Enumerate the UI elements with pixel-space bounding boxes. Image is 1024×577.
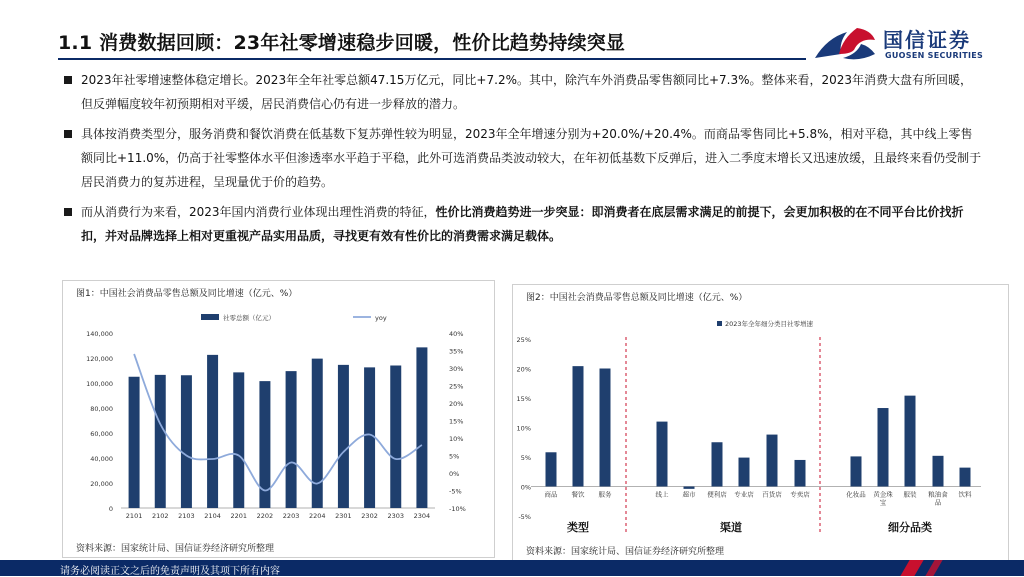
figure2-panel	[512, 284, 1009, 561]
bar-饮料	[960, 468, 971, 487]
footer-disclaimer: 请务必阅读正文之后的免责声明及其项下所有内容	[60, 566, 280, 577]
y-left-tick-label: 140,000	[86, 330, 113, 338]
legend-bar-swatch	[201, 314, 219, 320]
x-tick-label: 2202	[256, 512, 274, 520]
y-right-tick-label: 25%	[449, 382, 464, 391]
legend-bar-label: 社零总额（亿元）	[223, 314, 275, 322]
x-tick-label: 2101	[125, 512, 143, 520]
y-tick-label: 25%	[516, 336, 531, 344]
bar-专业店	[739, 458, 750, 487]
bar-2303	[390, 366, 401, 509]
x-tick-label: 超市	[682, 490, 696, 499]
bar-2103	[181, 375, 192, 508]
x-tick-label: 品	[934, 498, 942, 507]
bullet-item	[64, 68, 984, 116]
y-right-tick-label: 30%	[449, 365, 464, 373]
figure1-caption: 图1：中国社会消费品零售总额及同比增速（亿元、%）	[76, 289, 298, 299]
legend-line-label: yoy	[375, 314, 387, 322]
x-tick-label: 2201	[230, 512, 248, 520]
group-label: 细分品类	[888, 521, 932, 534]
bullet-text: 具体按消费类型分，服务消费和餐饮消费在低基数下复苏弹性较为明显，2023年全年增速分别为+20.0%/+20.4%。而商品零售同比+5.8%，相对平稳，其中线上零售额同比+11.0%，仍高于社零整体水平但渗透率水平趋于平稳，此外可选消费品类波动较大，在年初低基数下反弹后，进入二季度末增长又迅速放缓，且最终来看仍受制于居民消费力的复苏进程，呈现量优于价的趋势。	[81, 127, 982, 189]
bar-专卖店	[795, 460, 806, 487]
bullet-item	[64, 122, 984, 194]
x-tick-label: 2104	[204, 512, 221, 520]
title-underline	[58, 58, 806, 60]
bar-超市	[684, 487, 695, 489]
x-tick-label: 餐饮	[571, 490, 585, 499]
y-left-tick-label: 120,000	[86, 355, 113, 363]
figure1-panel	[62, 280, 495, 558]
figure1-source: 资料来源：国家统计局、国信证券经济研究所整理	[76, 544, 275, 554]
x-tick-label: 2302	[361, 512, 378, 520]
bar-2101	[129, 377, 140, 508]
legend-swatch	[717, 321, 722, 326]
bar-化妆品	[851, 456, 862, 486]
bar-商品	[546, 452, 557, 486]
y-left-tick-label: 100,000	[86, 380, 113, 388]
square-bullet-icon	[64, 76, 72, 84]
y-left-tick-label: 60,000	[90, 430, 113, 438]
x-tick-label: 2203	[282, 512, 300, 520]
footer-red-stripe	[900, 560, 923, 576]
y-tick-label: 10%	[516, 424, 531, 433]
bar-2102	[155, 375, 166, 508]
bar-粮油食品	[933, 456, 944, 487]
x-tick-label: 饮料	[958, 490, 972, 499]
company-logo	[813, 22, 1013, 66]
y-right-tick-label: 35%	[449, 347, 464, 356]
bar-2301	[338, 365, 349, 508]
logo-english-name: GUOSEN SECURITIES	[885, 51, 984, 60]
x-tick-label: 服务	[598, 490, 612, 499]
x-tick-label: 专卖店	[790, 490, 810, 499]
bar-黄金珠宝	[878, 408, 889, 486]
figure2-caption: 图2：中国社会消费品零售总额及同比增速（亿元、%）	[526, 293, 748, 303]
x-tick-label: 线上	[655, 490, 669, 499]
x-tick-label: 粮油食	[928, 490, 948, 499]
bar-百货店	[767, 435, 778, 487]
bar-餐饮	[573, 366, 584, 486]
x-tick-label: 百货店	[762, 490, 782, 499]
legend-label: 2023年全年细分类目社零增速	[725, 320, 814, 328]
y-right-tick-label: 5%	[449, 452, 460, 461]
bullet-bold-text: 性价比消费趋势进一步突显：即消费者在底层需求满足的前提下，会更加积极的在不同平台比价找折扣，并对品牌选择上相对更重视产品实用品质，寻找更有效有性价比的消费需求满足载体。	[81, 205, 964, 243]
y-tick-label: 0%	[520, 483, 531, 492]
y-right-tick-label: 15%	[449, 417, 464, 426]
y-left-tick-label: 20,000	[90, 480, 113, 488]
x-tick-label: 便利店	[707, 490, 727, 499]
x-tick-label: 2304	[413, 512, 431, 520]
x-tick-label: 专业店	[734, 490, 754, 499]
bar-服务	[600, 369, 611, 487]
bullet-text: 2023年社零增速整体稳定增长。2023年全年社零总额47.15万亿元，同比+7.2%。其中，除汽车外消费品零售额同比+7.3%。整体来看，2023年消费大盘有所回暖，但反弹幅度较年初预期相对平缓，居民消费信心仍有进一步释放的潜力。	[81, 73, 973, 111]
x-tick-label: 服装	[903, 490, 917, 499]
bullet-text: 而从消费行为来看，2023年国内消费行业体现出理性消费的特征，	[81, 205, 436, 219]
y-tick-label: -5%	[518, 513, 531, 521]
y-right-tick-label: -10%	[449, 505, 466, 513]
x-tick-label: 2103	[178, 512, 195, 520]
x-tick-label: 化妆品	[846, 490, 866, 499]
bar-线上	[657, 422, 668, 487]
y-left-tick-label: 0	[108, 505, 113, 513]
x-tick-label: 宝	[879, 498, 887, 507]
y-tick-label: 20%	[516, 365, 531, 374]
x-tick-label: 2303	[387, 512, 405, 520]
y-tick-label: 15%	[516, 395, 531, 403]
yoy-line	[134, 354, 422, 491]
square-bullet-icon	[64, 130, 72, 138]
bar-便利店	[712, 442, 723, 486]
bar-2203	[286, 371, 297, 508]
bar-2302	[364, 367, 375, 508]
guosen-logo-icon	[813, 24, 877, 64]
x-tick-label: 2204	[308, 512, 326, 520]
footer-bar	[0, 560, 1024, 576]
page-title: 1.1 消费数据回顾：23年社零增速稳步回暖，性价比趋势持续突显	[58, 32, 626, 54]
figure2-chart	[513, 309, 1006, 537]
bar-2104	[207, 355, 218, 508]
square-bullet-icon	[64, 208, 72, 216]
x-tick-label: 商品	[544, 490, 558, 499]
x-tick-label: 2102	[151, 512, 169, 520]
bar-2304	[416, 347, 427, 508]
y-right-tick-label: 10%	[449, 435, 464, 443]
y-right-tick-label: 20%	[449, 400, 464, 408]
y-right-tick-label: 0%	[449, 470, 460, 478]
summary-bullets	[64, 68, 984, 248]
y-tick-label: 5%	[520, 454, 531, 462]
y-left-tick-label: 80,000	[90, 405, 113, 413]
footer-red-stripe	[925, 560, 942, 576]
figure1-chart	[63, 303, 492, 533]
bar-2204	[312, 359, 323, 508]
y-right-tick-label: 40%	[449, 330, 464, 338]
y-left-tick-label: 40,000	[90, 455, 113, 463]
group-label: 渠道	[720, 521, 742, 534]
logo-chinese-name: 国信证券	[883, 28, 971, 52]
bar-2201	[233, 372, 244, 508]
group-label: 类型	[567, 521, 589, 534]
x-tick-label: 黄金珠	[873, 490, 893, 499]
figure2-source: 资料来源：国家统计局、国信证券经济研究所整理	[526, 547, 725, 557]
y-right-tick-label: -5%	[449, 487, 462, 496]
x-tick-label: 2301	[335, 512, 352, 520]
bullet-item	[64, 200, 984, 248]
bar-服装	[905, 396, 916, 487]
